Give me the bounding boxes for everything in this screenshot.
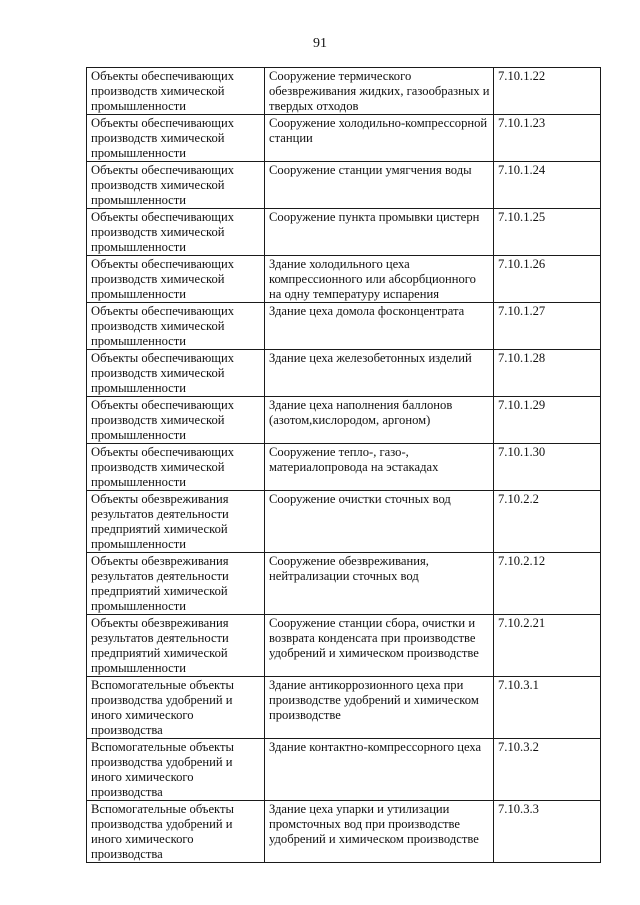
table-row <box>87 615 601 677</box>
code-cell: 7.10.2.21 <box>494 615 601 677</box>
code-cell: 7.10.2.12 <box>494 553 601 615</box>
facility-cell: Здание контактно-компрессорного цеха <box>265 739 494 801</box>
table-row <box>87 444 601 491</box>
table-row <box>87 303 601 350</box>
facility-cell: Сооружение станции умягчения воды <box>265 162 494 209</box>
table-row <box>87 209 601 256</box>
table-row <box>87 68 601 115</box>
object-type-cell: Вспомогательные объекты производства удобрений и иного химического производства <box>87 739 265 801</box>
table-row <box>87 256 601 303</box>
page-number: 91 <box>313 36 327 51</box>
table-row <box>87 115 601 162</box>
code-cell: 7.10.1.25 <box>494 209 601 256</box>
table-row <box>87 162 601 209</box>
facility-cell: Здание цеха домола фосконцентрата <box>265 303 494 350</box>
facility-cell: Здание антикоррозионного цеха при производстве удобрений и химическом производстве <box>265 677 494 739</box>
table-row <box>87 397 601 444</box>
table-row <box>87 801 601 863</box>
object-type-cell: Объекты обеспечивающих производств химической промышленности <box>87 162 265 209</box>
facility-cell: Здание цеха железобетонных изделий <box>265 350 494 397</box>
table-row <box>87 350 601 397</box>
facility-cell: Сооружение станции сбора, очистки и возврата конденсата при производстве удобрений и химическом производстве <box>265 615 494 677</box>
table-row <box>87 739 601 801</box>
facility-cell: Здание цеха упарки и утилизации промсточных вод при производстве удобрений и химическом производстве <box>265 801 494 863</box>
code-cell: 7.10.3.1 <box>494 677 601 739</box>
table-row <box>87 491 601 553</box>
object-type-cell: Объекты обеспечивающих производств химической промышленности <box>87 68 265 115</box>
facility-cell: Сооружение холодильно-компрессорной станции <box>265 115 494 162</box>
facility-cell: Здание холодильного цеха компрессионного или абсорбционного на одну температуру испарения <box>265 256 494 303</box>
facility-cell: Сооружение тепло-, газо-, материалопровода на эстакадах <box>265 444 494 491</box>
code-cell: 7.10.3.2 <box>494 739 601 801</box>
code-cell: 7.10.3.3 <box>494 801 601 863</box>
facility-cell: Здание цеха наполнения баллонов (азотом,кислородом, аргоном) <box>265 397 494 444</box>
code-cell: 7.10.1.30 <box>494 444 601 491</box>
object-type-cell: Объекты обеспечивающих производств химической промышленности <box>87 444 265 491</box>
code-cell: 7.10.1.22 <box>494 68 601 115</box>
table-row <box>87 553 601 615</box>
facility-cell: Сооружение пункта промывки цистерн <box>265 209 494 256</box>
object-type-cell: Объекты обеспечивающих производств химической промышленности <box>87 303 265 350</box>
object-type-cell: Объекты обезвреживания результатов деятельности предприятий химической промышленности <box>87 553 265 615</box>
facility-classification-table <box>86 67 601 863</box>
facility-cell: Сооружение термического обезвреживания жидких, газообразных и твердых отходов <box>265 68 494 115</box>
object-type-cell: Объекты обезвреживания результатов деятельности предприятий химической промышленности <box>87 491 265 553</box>
code-cell: 7.10.1.29 <box>494 397 601 444</box>
object-type-cell: Объекты обеспечивающих производств химической промышленности <box>87 209 265 256</box>
table-row <box>87 677 601 739</box>
object-type-cell: Объекты обезвреживания результатов деятельности предприятий химической промышленности <box>87 615 265 677</box>
object-type-cell: Объекты обеспечивающих производств химической промышленности <box>87 115 265 162</box>
facility-cell: Сооружение обезвреживания, нейтрализации сточных вод <box>265 553 494 615</box>
code-cell: 7.10.1.27 <box>494 303 601 350</box>
code-cell: 7.10.1.24 <box>494 162 601 209</box>
object-type-cell: Объекты обеспечивающих производств химической промышленности <box>87 397 265 444</box>
object-type-cell: Объекты обеспечивающих производств химической промышленности <box>87 256 265 303</box>
facility-cell: Сооружение очистки сточных вод <box>265 491 494 553</box>
code-cell: 7.10.1.26 <box>494 256 601 303</box>
code-cell: 7.10.2.2 <box>494 491 601 553</box>
code-cell: 7.10.1.23 <box>494 115 601 162</box>
object-type-cell: Вспомогательные объекты производства удобрений и иного химического производства <box>87 677 265 739</box>
code-cell: 7.10.1.28 <box>494 350 601 397</box>
object-type-cell: Вспомогательные объекты производства удобрений и иного химического производства <box>87 801 265 863</box>
object-type-cell: Объекты обеспечивающих производств химической промышленности <box>87 350 265 397</box>
